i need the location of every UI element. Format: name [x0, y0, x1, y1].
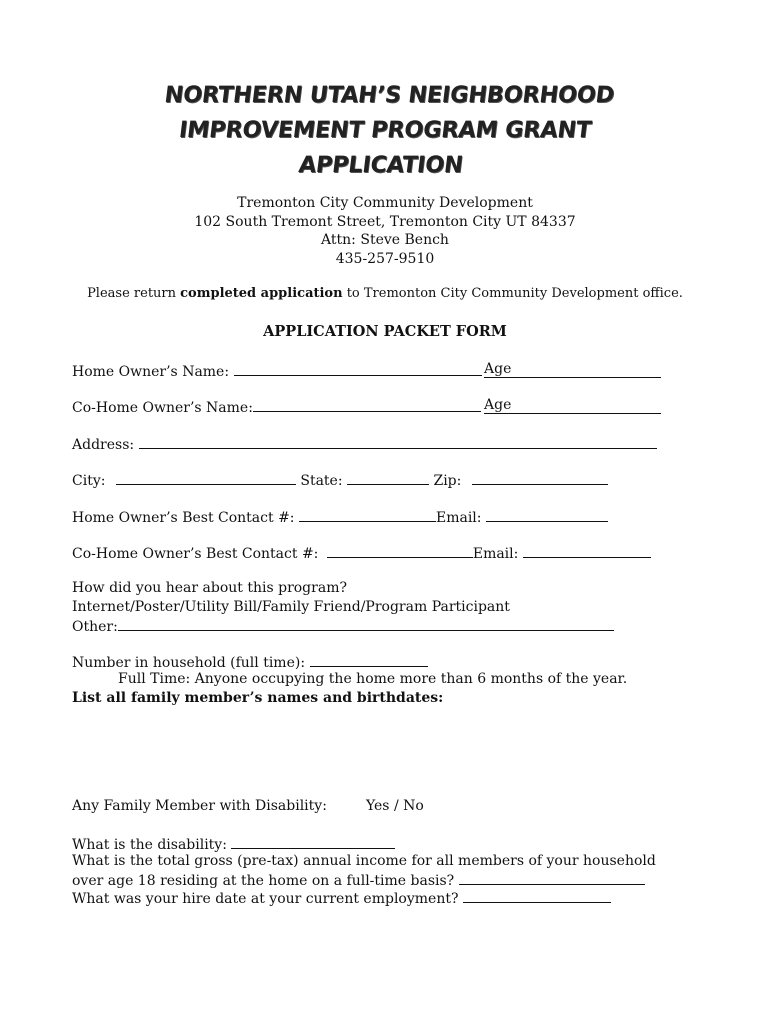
other-row [72, 616, 614, 636]
co-home-owner-contact-row [72, 543, 651, 563]
home-owner-contact-field[interactable] [299, 507, 436, 522]
household-field[interactable] [310, 652, 428, 667]
city-state-zip-row [72, 470, 608, 490]
home-owner-name-field[interactable] [234, 361, 482, 376]
other-label: Other: [72, 619, 118, 635]
title-line-3: APPLICATION [297, 152, 465, 178]
co-home-owner-name-field[interactable] [253, 397, 481, 412]
income-row [72, 870, 645, 890]
title-line-1: NORTHERN UTAH’S NEIGHBORHOOD [163, 82, 616, 108]
disability-label: Any Family Member with Disability: [72, 798, 327, 814]
income-field[interactable] [459, 870, 645, 885]
city-field[interactable] [116, 470, 296, 485]
address-label: Address: [72, 437, 135, 453]
hire-date-row [72, 888, 611, 908]
state-label: State: [300, 473, 343, 489]
income-question-line-1: What is the total gross (pre-tax) annual income for all members of your household [72, 853, 656, 869]
office-name: Tremonton City Community Development [237, 195, 533, 211]
co-home-owner-email-field[interactable] [523, 543, 651, 558]
hear-options: Internet/Poster/Utility Bill/Family Friend/Program Participant [72, 599, 510, 615]
zip-field[interactable] [472, 470, 608, 485]
hire-date-label: What was your hire date at your current employment? [72, 891, 459, 907]
disability-row [72, 797, 327, 815]
office-street: 102 South Tremont Street, Tremonton City UT 84337 [194, 213, 576, 230]
home-owner-contact-row [72, 507, 608, 527]
city-label: City: [72, 473, 106, 489]
home-owner-age-label: Age [484, 361, 512, 377]
income-question-line-2: over age 18 residing at the home on a full-time basis? [72, 873, 455, 889]
home-owner-name-row [72, 361, 482, 381]
return-note-prefix: Please return [87, 286, 181, 301]
other-field[interactable] [118, 616, 614, 631]
section-title: APPLICATION PACKET FORM [263, 323, 507, 340]
office-address-block [0, 194, 770, 268]
title-line-2: IMPROVEMENT PROGRAM GRANT [177, 117, 593, 143]
home-owner-name-label: Home Owner’s Name: [72, 364, 230, 380]
co-home-owner-age-label: Age [484, 397, 512, 413]
home-owner-age-field[interactable] [484, 361, 661, 378]
state-field[interactable] [347, 470, 429, 485]
co-home-owner-contact-field[interactable] [327, 543, 473, 558]
home-owner-contact-label: Home Owner’s Best Contact #: [72, 510, 295, 526]
household-row [72, 652, 428, 672]
household-label: Number in household (full time): [72, 655, 306, 671]
co-home-owner-contact-label: Co-Home Owner’s Best Contact #: [72, 546, 319, 562]
zip-label: Zip: [433, 473, 462, 489]
form-title [0, 78, 770, 183]
what-disability-row [72, 834, 395, 854]
co-home-owner-name-row [72, 397, 481, 417]
return-note-bold: completed application [180, 286, 343, 301]
full-time-note: Full Time: Anyone occupying the home more than 6 months of the year. [118, 671, 628, 687]
co-home-owner-email-label: Email: [472, 546, 519, 562]
home-owner-email-field[interactable] [486, 507, 608, 522]
co-home-owner-name-label: Co-Home Owner’s Name: [72, 400, 253, 416]
return-note-suffix: to Tremonton City Community Development office. [342, 286, 683, 301]
address-field[interactable] [139, 434, 657, 449]
address-row [72, 434, 657, 454]
hire-date-field[interactable] [463, 888, 611, 903]
hear-question: How did you hear about this program? [72, 580, 347, 596]
co-home-owner-age-field[interactable] [484, 397, 661, 414]
what-disability-label: What is the disability: [72, 837, 227, 853]
home-owner-email-label: Email: [435, 510, 482, 526]
office-attn: Attn: Steve Bench [321, 232, 449, 248]
return-note [0, 285, 770, 303]
what-disability-field[interactable] [231, 834, 395, 849]
disability-yes-no[interactable]: Yes / No [366, 798, 424, 814]
office-phone: 435-257-9510 [335, 250, 435, 267]
family-list-heading: List all family member’s names and birthdates: [72, 690, 444, 706]
